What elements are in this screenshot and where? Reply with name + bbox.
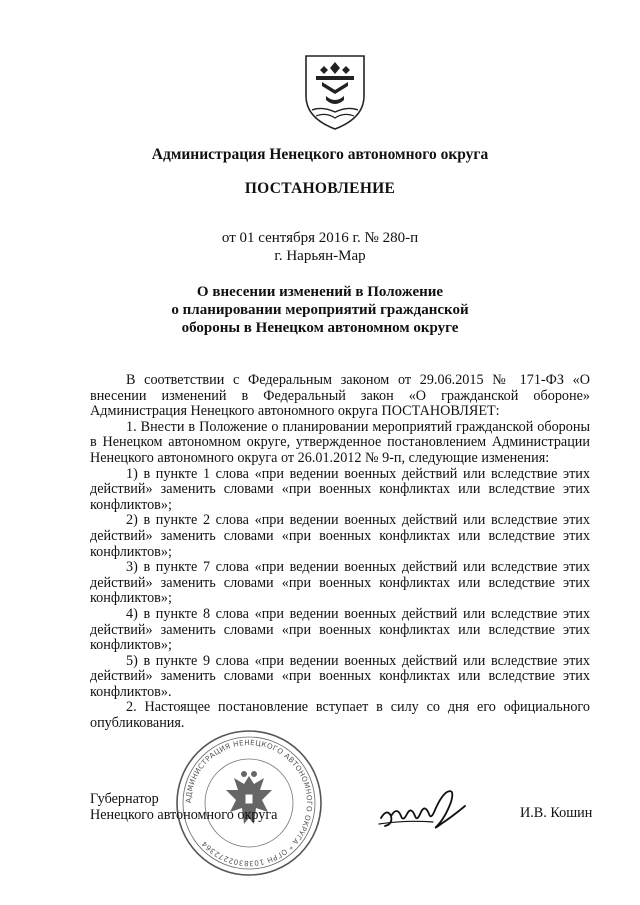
title-line-3: обороны в Ненецком автономном округе	[181, 320, 459, 336]
position-line-2: Ненецкого автономного округа	[90, 807, 278, 823]
item-2-paragraph: 2. Настоящее постановление вступает в силу со дня его официального опубликования.	[90, 699, 590, 732]
coat-of-arms-emblem	[302, 52, 368, 132]
position-line-1: Губернатор	[90, 791, 159, 807]
signatory-position	[90, 791, 277, 823]
preamble-paragraph: В соответствии с Федеральным законом от 29.06.2015 № 171-ФЗ «О внесении изменений в Федеральный закон «О гражданской обороне» Администрация Ненецкого автономного округа ПОСТАНОВЛЯЕТ:	[90, 372, 590, 420]
seal-text: АДМИНИСТРАЦИЯ НЕНЕЦКОГО АВТОНОМНОГО ОКРУГА * ОГРН 1038302272364	[183, 737, 315, 869]
subitem-4-paragraph: 4) в пункте 8 слова «при ведении военных действий или вследствие этих действий» заменить словами «при военных конфликтах или вследствие этих конфликтов»;	[90, 605, 590, 654]
city-line: г. Нарьян-Мар	[274, 248, 366, 264]
subitem-1-paragraph: 1) в пункте 1 слова «при ведении военных действий или вследствие этих действий» заменить словами «при военных конфликтах или вследствие этих конфликтов»;	[90, 465, 590, 513]
signatory-name: И.В. Кошин	[520, 805, 593, 821]
organization-name: Администрация Ненецкого автономного округа	[151, 146, 489, 163]
title-line-2: о планировании мероприятий гражданской	[171, 302, 469, 318]
document-body	[90, 373, 590, 732]
subitem-2-paragraph: 2) в пункте 2 слова «при ведении военных действий или вследствие этих действий» заменить словами «при военных конфликтах или вследствие этих конфликтов»;	[90, 512, 590, 560]
subitem-5-paragraph: 5) в пункте 9 слова «при ведении военных действий или вследствие этих действий» заменить словами «при военных конфликтах или вследствие этих конфликтов».	[90, 652, 590, 700]
handwritten-signature	[375, 780, 470, 835]
document-type: ПОСТАНОВЛЕНИЕ	[244, 180, 396, 197]
item-1-paragraph: 1. Внести в Положение о планировании мероприятий гражданской обороны в Ненецком автономном округе, утвержденное постановлением Администрации Ненецкого автономного округа от 26.01.2012 № 9-п, следующие изменения:	[90, 418, 590, 466]
title-line-1: О внесении изменений в Положение	[196, 284, 444, 300]
document-title	[0, 283, 640, 337]
date-number-line: от 01 сентября 2016 г. № 280-п	[221, 230, 419, 246]
subitem-3-paragraph: 3) в пункте 7 слова «при ведении военных действий или вследствие этих действий» заменить словами «при военных конфликтах или вследствие этих конфликтов»;	[90, 559, 590, 607]
